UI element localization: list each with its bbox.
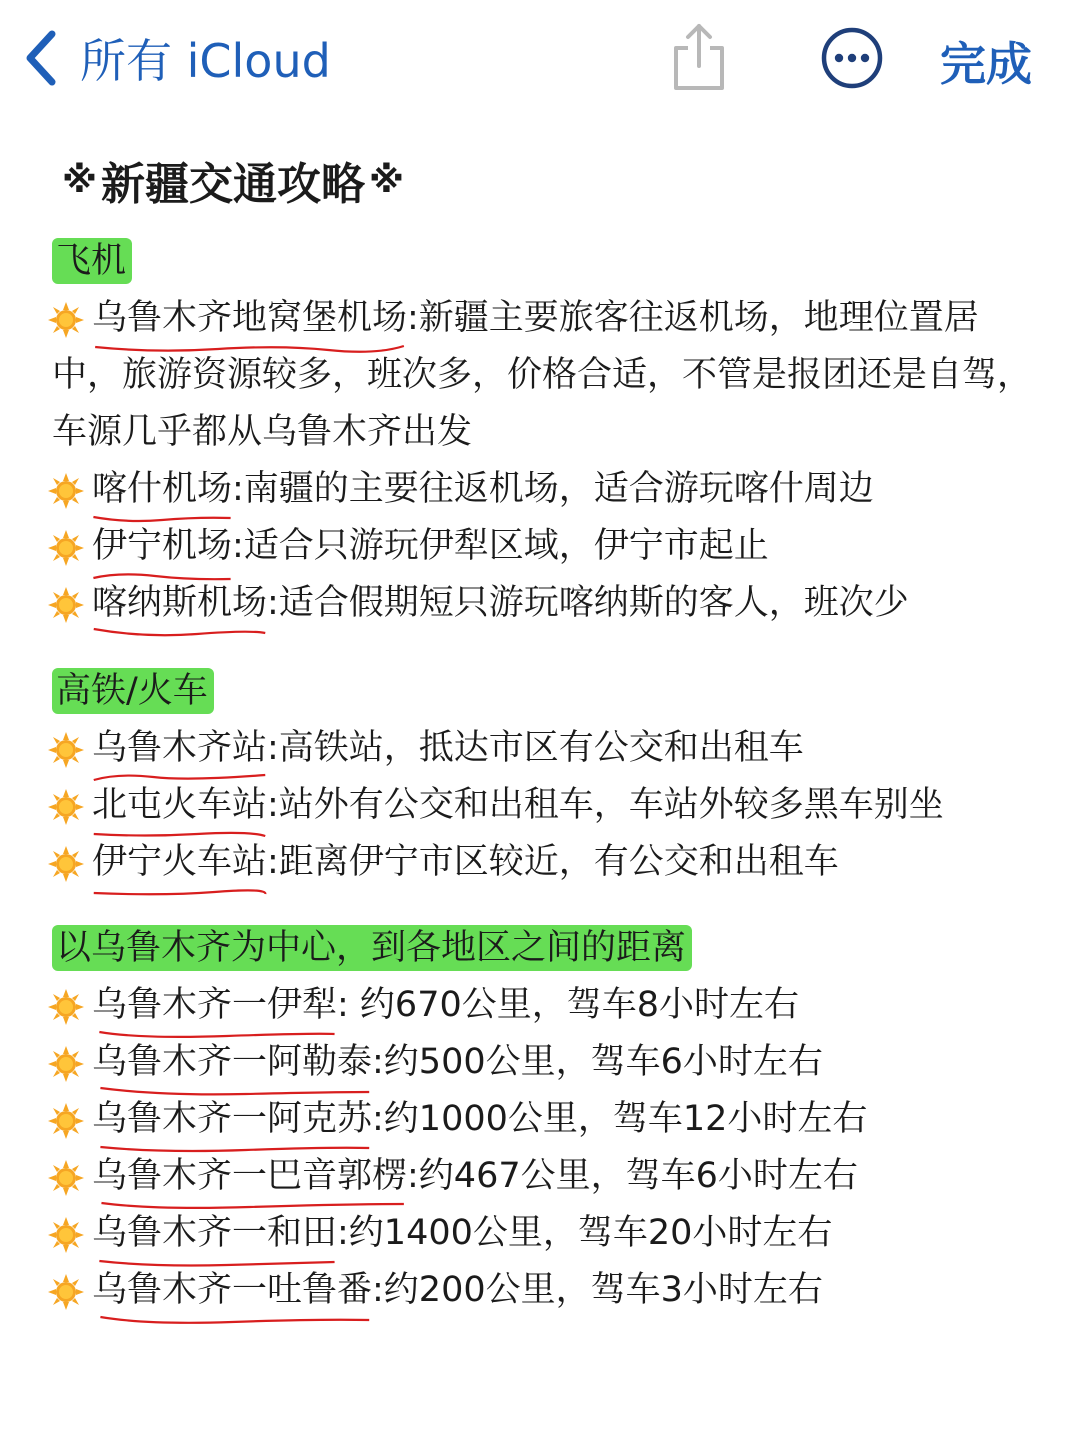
sun-emoji-icon [48,1103,84,1139]
item-list [52,720,1042,891]
item-text: :约200公里，驾车3小时左右 [372,1270,823,1310]
item-text: :适合只游玩伊犁区域，伊宁市起止 [232,526,769,566]
sun-emoji-icon [48,732,84,768]
section-heading: 飞机 [52,238,132,284]
sun-emoji-icon [48,846,84,882]
item-text: :距离伊宁市区较近，有公交和出租车 [267,842,839,882]
sun-emoji-icon [48,1217,84,1253]
more-icon [820,75,884,94]
item-list [52,290,1042,632]
back-button-label: 所有 iCloud [80,34,331,88]
list-item [52,461,1042,518]
item-text: :站外有公交和出租车，车站外较多黑车别坐 [267,785,944,825]
item-text: :适合假期短只游玩喀纳斯的客人，班次少 [267,583,909,623]
item-keyword: 伊宁火车站 [92,834,267,891]
item-text: :高铁站，抵达市区有公交和出租车 [267,728,804,768]
list-item [52,1148,1042,1205]
red-underline [92,626,267,640]
title-decoration-right: ※ [369,159,404,201]
back-button[interactable] [22,22,331,94]
section-heading: 以乌鲁木齐为中心，到各地区之间的距离 [52,925,692,971]
title-decoration-left: ※ [62,159,97,201]
navigation-bar [0,0,1080,118]
sun-emoji-icon [48,1046,84,1082]
item-keyword: 乌鲁木齐一和田 [92,1205,337,1262]
sun-emoji-icon [48,473,84,509]
item-keyword: 乌鲁木齐站 [92,720,267,777]
list-item [52,290,1042,461]
list-item [52,720,1042,777]
item-text: :约500公里，驾车6小时左右 [372,1042,823,1082]
item-keyword: 伊宁机场 [92,518,232,575]
list-item [52,777,1042,834]
item-keyword: 喀什机场 [92,461,232,518]
item-keyword: 乌鲁木齐一伊犁 [92,977,337,1034]
list-item [52,1205,1042,1262]
item-text: :南疆的主要往返机场，适合游玩喀什周边 [232,469,874,509]
sun-emoji-icon [48,989,84,1025]
item-text: : 约670公里，驾车8小时左右 [337,985,800,1025]
item-text: :约1400公里，驾车20小时左右 [337,1213,833,1253]
item-keyword: 北屯火车站 [92,777,267,834]
item-keyword: 乌鲁木齐地窝堡机场 [92,290,407,347]
share-button[interactable] [668,22,730,94]
item-keyword: 乌鲁木齐一阿勒泰 [92,1034,372,1091]
item-keyword: 乌鲁木齐一吐鲁番 [92,1262,372,1319]
item-list [52,977,1042,1319]
section-trains [52,668,1042,891]
list-item [52,575,1042,632]
list-item [52,1262,1042,1319]
list-item [52,1091,1042,1148]
section-distances [52,925,1042,1319]
section-flights [52,238,1042,632]
note-body[interactable] [52,148,1042,1319]
red-underline [92,1313,372,1327]
red-underline [92,885,267,899]
item-keyword: 乌鲁木齐一阿克苏 [92,1091,372,1148]
list-item [52,518,1042,575]
note-title [58,148,1042,212]
section-heading: 高铁/火车 [52,668,214,714]
note-title-text: 新疆交通攻略 [101,159,365,210]
share-icon [668,79,730,98]
item-text: :新疆主要旅客往返机场，地理位置居 [407,298,979,338]
sun-emoji-icon [48,530,84,566]
list-item [52,834,1042,891]
item-text: :约1000公里，驾车12小时左右 [372,1099,868,1139]
list-item [52,1034,1042,1091]
sun-emoji-icon [48,1160,84,1196]
sun-emoji-icon [48,302,84,338]
item-keyword: 喀纳斯机场 [92,575,267,632]
sun-emoji-icon [48,789,84,825]
sun-emoji-icon [48,587,84,623]
list-item [52,977,1042,1034]
item-text: :约467公里，驾车6小时左右 [407,1156,858,1196]
more-button[interactable] [820,26,884,90]
chevron-left-icon [22,28,58,88]
item-text-continued: 中，旅游资源较多，班次多，价格合适，不管是报团还是自驾，车源几乎都从乌鲁木齐出发 [52,355,1033,452]
item-keyword: 乌鲁木齐一巴音郭楞 [92,1148,407,1205]
sun-emoji-icon [48,1274,84,1310]
done-button[interactable]: 完成 [940,37,1032,91]
red-underline [92,341,407,355]
